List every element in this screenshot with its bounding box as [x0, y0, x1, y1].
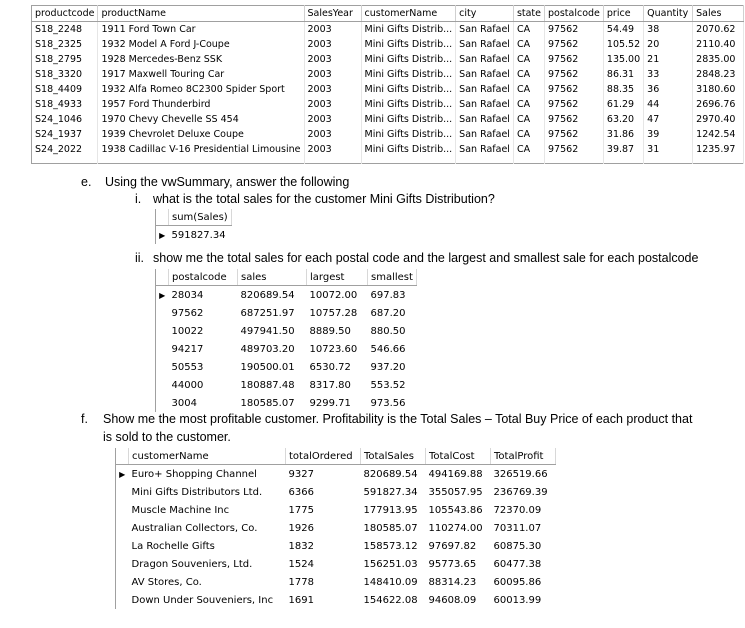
- table-cell[interactable]: 10072.00: [309, 289, 358, 301]
- table-cell[interactable]: Mini Gifts Distrib...: [361, 97, 456, 112]
- table-cell[interactable]: 94217: [171, 343, 204, 355]
- table-row[interactable]: [156, 286, 417, 305]
- table-cell[interactable]: S24_2022: [32, 142, 98, 157]
- current-row-arrow-icon[interactable]: ▶: [159, 290, 166, 300]
- table-cell[interactable]: 1957 Ford Thunderbird: [98, 97, 304, 112]
- table-cell[interactable]: S18_3320: [32, 67, 98, 82]
- table-cell[interactable]: 494169.88: [428, 468, 483, 480]
- col-header[interactable]: sum(Sales): [169, 209, 232, 226]
- col-header[interactable]: city: [456, 6, 514, 22]
- table-cell[interactable]: 44000: [171, 379, 204, 391]
- table-cell[interactable]: 190500.01: [240, 361, 295, 373]
- table-cell[interactable]: 1242.54: [693, 127, 744, 142]
- col-header[interactable]: productcode: [32, 6, 98, 22]
- table-cell[interactable]: 1911 Ford Town Car: [98, 22, 304, 38]
- table-cell[interactable]: 497941.50: [240, 325, 295, 337]
- table-cell[interactable]: 28034: [171, 289, 204, 301]
- table-cell[interactable]: 2970.40: [693, 112, 744, 127]
- table-cell: [545, 157, 604, 163]
- table-cell: [603, 157, 643, 163]
- table-cell[interactable]: 2110.40: [693, 37, 744, 52]
- col-header[interactable]: totalOrdered: [286, 448, 361, 465]
- table-cell[interactable]: 2070.62: [693, 22, 744, 38]
- table-row[interactable]: [116, 465, 556, 484]
- col-header[interactable]: largest: [307, 269, 368, 286]
- table-cell[interactable]: 973.56: [370, 397, 406, 409]
- col-header[interactable]: sales: [238, 269, 307, 286]
- table-cell[interactable]: 60875.30: [493, 540, 542, 552]
- table-cell[interactable]: San Rafael: [456, 142, 514, 157]
- table-cell[interactable]: 156251.03: [363, 558, 418, 570]
- table-cell[interactable]: Australian Collectors, Co.: [131, 522, 258, 534]
- table-cell[interactable]: CA: [513, 67, 544, 82]
- table-cell[interactable]: 60477.38: [493, 558, 542, 570]
- table-cell[interactable]: CA: [513, 52, 544, 67]
- question-text: show me the total sales for each postal code and the largest and smallest sale for each postalcode: [153, 251, 699, 265]
- table-cell[interactable]: 31.86: [603, 127, 643, 142]
- table-cell[interactable]: 8317.80: [309, 379, 351, 391]
- table-cell[interactable]: Mini Gifts Distrib...: [361, 37, 456, 52]
- current-row-arrow-icon[interactable]: ▶: [119, 469, 126, 479]
- table-cell[interactable]: San Rafael: [456, 52, 514, 67]
- table-cell[interactable]: 687251.97: [240, 307, 295, 319]
- list-marker: f.: [81, 412, 88, 426]
- table-cell[interactable]: 2003: [304, 82, 361, 97]
- table-row[interactable]: [116, 519, 556, 537]
- table-row[interactable]: [32, 142, 744, 157]
- table-cell[interactable]: CA: [513, 97, 544, 112]
- table-cell[interactable]: 2003: [304, 52, 361, 67]
- table-cell[interactable]: 2835.00: [693, 52, 744, 67]
- table-row[interactable]: [32, 67, 744, 82]
- row-selector[interactable]: [156, 358, 169, 376]
- table-cell[interactable]: 61.29: [603, 97, 643, 112]
- table-cell[interactable]: 105.52: [603, 37, 643, 52]
- table-row[interactable]: [116, 501, 556, 519]
- row-selector[interactable]: [156, 394, 169, 412]
- table-cell[interactable]: 36: [644, 82, 693, 97]
- table-cell[interactable]: 20: [644, 37, 693, 52]
- table-cell[interactable]: CA: [513, 142, 544, 157]
- table-cell[interactable]: Mini Gifts Distrib...: [361, 22, 456, 38]
- table-cell[interactable]: 97562: [545, 142, 604, 157]
- table-cell[interactable]: Mini Gifts Distrib...: [361, 112, 456, 127]
- list-marker: ii.: [135, 251, 145, 265]
- table-cell[interactable]: 8889.50: [309, 325, 351, 337]
- table-cell[interactable]: 591827.34: [363, 486, 418, 498]
- table-cell[interactable]: 6530.72: [309, 361, 351, 373]
- table-cell[interactable]: 937.20: [370, 361, 406, 373]
- row-selector[interactable]: [156, 304, 169, 322]
- postalcode-result-grid: [155, 269, 417, 412]
- table-cell[interactable]: 180585.07: [240, 397, 295, 409]
- row-selector-header: [116, 448, 129, 465]
- table-cell[interactable]: 54.49: [603, 22, 643, 38]
- table-cell[interactable]: 1938 Cadillac V-16 Presidential Limousine: [98, 142, 304, 157]
- table-cell[interactable]: 2003: [304, 127, 361, 142]
- table-cell: [361, 157, 456, 163]
- table-cell[interactable]: 2696.76: [693, 97, 744, 112]
- table-cell[interactable]: San Rafael: [456, 37, 514, 52]
- row-selector[interactable]: [116, 537, 129, 555]
- table-cell[interactable]: 10723.60: [309, 343, 358, 355]
- table-cell[interactable]: 148410.09: [363, 576, 418, 588]
- table-cell[interactable]: CA: [513, 22, 544, 38]
- table-cell[interactable]: 47: [644, 112, 693, 127]
- table-cell[interactable]: S18_4409: [32, 82, 98, 97]
- col-header[interactable]: postalcode: [545, 6, 604, 22]
- table-cell[interactable]: 1932 Alfa Romeo 8C2300 Spider Sport: [98, 82, 304, 97]
- table-cell[interactable]: 180585.07: [363, 522, 418, 534]
- table-cell[interactable]: 97562: [545, 97, 604, 112]
- table-cell[interactable]: San Rafael: [456, 112, 514, 127]
- table-cell[interactable]: 88314.23: [428, 576, 477, 588]
- table-cell[interactable]: 1939 Chevrolet Deluxe Coupe: [98, 127, 304, 142]
- question-e-i: [135, 192, 495, 206]
- table-row[interactable]: [32, 82, 744, 97]
- table-row[interactable]: [32, 22, 744, 38]
- table-cell[interactable]: 63.20: [603, 112, 643, 127]
- table-cell[interactable]: 177913.95: [363, 504, 418, 516]
- table-cell[interactable]: 33: [644, 67, 693, 82]
- col-header[interactable]: SalesYear: [304, 6, 361, 22]
- table-cell[interactable]: 9299.71: [309, 397, 351, 409]
- table-cell[interactable]: 2003: [304, 67, 361, 82]
- products-header-row: [32, 6, 744, 22]
- profit-result-grid: [115, 448, 556, 609]
- table-row[interactable]: [32, 127, 744, 142]
- table-row[interactable]: [156, 304, 417, 322]
- products-result-grid: [31, 5, 744, 164]
- table-cell[interactable]: 97562: [545, 127, 604, 142]
- table-cell[interactable]: S18_2325: [32, 37, 98, 52]
- table-cell[interactable]: 60013.99: [493, 594, 542, 606]
- table-row-partial: [32, 157, 744, 163]
- table-cell[interactable]: 38: [644, 22, 693, 38]
- table-cell[interactable]: 95773.65: [428, 558, 477, 570]
- table-cell[interactable]: Euro+ Shopping Channel: [131, 468, 257, 480]
- table-cell[interactable]: 1778: [288, 576, 314, 588]
- table-cell[interactable]: 39.87: [603, 142, 643, 157]
- table-cell[interactable]: 553.52: [370, 379, 406, 391]
- table-cell[interactable]: La Rochelle Gifts: [131, 540, 215, 552]
- col-header[interactable]: postalcode: [169, 269, 238, 286]
- col-header[interactable]: state: [513, 6, 544, 22]
- col-header[interactable]: productName: [98, 6, 304, 22]
- table-cell[interactable]: 236769.39: [493, 486, 548, 498]
- col-header[interactable]: price: [603, 6, 643, 22]
- table-cell[interactable]: 1970 Chevy Chevelle SS 454: [98, 112, 304, 127]
- col-header[interactable]: TotalProfit: [491, 448, 556, 465]
- table-cell[interactable]: 1235.97: [693, 142, 744, 157]
- col-header[interactable]: Sales: [693, 6, 744, 22]
- question-f-continued: [103, 430, 231, 444]
- header-row: [156, 209, 232, 226]
- table-cell: [304, 157, 361, 163]
- table-cell[interactable]: 10022: [171, 325, 204, 337]
- table-cell: [644, 157, 693, 163]
- table-cell[interactable]: 154622.08: [363, 594, 418, 606]
- table-cell[interactable]: 97562: [545, 67, 604, 82]
- table-cell[interactable]: 1917 Maxwell Touring Car: [98, 67, 304, 82]
- row-selector[interactable]: [116, 483, 129, 501]
- table-cell[interactable]: 820689.54: [240, 289, 295, 301]
- table-cell[interactable]: 1775: [288, 504, 314, 516]
- table-cell[interactable]: 72370.09: [493, 504, 542, 516]
- table-cell[interactable]: CA: [513, 37, 544, 52]
- col-header[interactable]: TotalCost: [426, 448, 491, 465]
- row-selector[interactable]: [116, 555, 129, 573]
- table-cell[interactable]: 1691: [288, 594, 314, 606]
- col-header[interactable]: smallest: [368, 269, 417, 286]
- table-cell[interactable]: Dragon Souveniers, Ltd.: [131, 558, 253, 570]
- table-cell[interactable]: 687.20: [370, 307, 406, 319]
- table-cell[interactable]: 2003: [304, 112, 361, 127]
- table-cell[interactable]: 591827.34: [171, 229, 226, 241]
- table-cell[interactable]: 105543.86: [428, 504, 483, 516]
- table-cell[interactable]: 39: [644, 127, 693, 142]
- table-cell[interactable]: 6366: [288, 486, 314, 498]
- table-row[interactable]: [156, 376, 417, 394]
- table-cell[interactable]: Mini Gifts Distrib...: [361, 142, 456, 157]
- row-selector[interactable]: [156, 340, 169, 358]
- table-cell[interactable]: San Rafael: [456, 82, 514, 97]
- table-row[interactable]: [116, 573, 556, 591]
- row-selector[interactable]: [116, 591, 129, 609]
- table-row[interactable]: [116, 555, 556, 573]
- table-cell[interactable]: 94608.09: [428, 594, 477, 606]
- table-cell[interactable]: 355057.95: [428, 486, 483, 498]
- table-cell[interactable]: 70311.07: [493, 522, 542, 534]
- table-cell[interactable]: 44: [644, 97, 693, 112]
- table-cell[interactable]: Mini Gifts Distrib...: [361, 67, 456, 82]
- table-cell[interactable]: 697.83: [370, 289, 406, 301]
- table-cell[interactable]: 88.35: [603, 82, 643, 97]
- table-cell[interactable]: 880.50: [370, 325, 406, 337]
- table-cell[interactable]: 110274.00: [428, 522, 483, 534]
- table-cell: [513, 157, 544, 163]
- table-cell[interactable]: AV Stores, Co.: [131, 576, 202, 588]
- table-cell[interactable]: S24_1046: [32, 112, 98, 127]
- table-cell[interactable]: 2848.23: [693, 67, 744, 82]
- table-row[interactable]: [116, 537, 556, 555]
- question-text: Show me the most profitable customer. Profitability is the Total Sales – Total Buy Price of each product that: [103, 412, 693, 426]
- question-e-ii: [135, 251, 698, 265]
- table-cell[interactable]: 180887.48: [240, 379, 295, 391]
- table-cell[interactable]: S18_4933: [32, 97, 98, 112]
- current-row-arrow-icon[interactable]: ▶: [159, 230, 166, 240]
- table-row[interactable]: [156, 322, 417, 340]
- table-cell[interactable]: 1932 Model A Ford J-Coupe: [98, 37, 304, 52]
- table-cell[interactable]: San Rafael: [456, 97, 514, 112]
- table-cell[interactable]: S24_1937: [32, 127, 98, 142]
- table-cell[interactable]: 326519.66: [493, 468, 548, 480]
- table-cell: [98, 157, 304, 163]
- table-cell[interactable]: 2003: [304, 97, 361, 112]
- table-cell[interactable]: Mini Gifts Distrib...: [361, 127, 456, 142]
- row-selector[interactable]: [156, 322, 169, 340]
- table-cell[interactable]: San Rafael: [456, 22, 514, 38]
- row-selector[interactable]: [156, 376, 169, 394]
- table-cell[interactable]: S18_2795: [32, 52, 98, 67]
- table-row[interactable]: [116, 483, 556, 501]
- table-cell[interactable]: 97562: [545, 37, 604, 52]
- row-selector-header: [156, 269, 169, 286]
- table-cell[interactable]: 31: [644, 142, 693, 157]
- table-cell[interactable]: 1832: [288, 540, 314, 552]
- table-cell[interactable]: CA: [513, 112, 544, 127]
- table-cell: [456, 157, 514, 163]
- table-row[interactable]: [116, 591, 556, 609]
- table-row[interactable]: [156, 226, 232, 245]
- table-cell[interactable]: 97562: [545, 82, 604, 97]
- table-cell[interactable]: 50553: [171, 361, 204, 373]
- table-cell[interactable]: San Rafael: [456, 127, 514, 142]
- table-cell[interactable]: 10757.28: [309, 307, 358, 319]
- table-cell[interactable]: S18_2248: [32, 22, 98, 38]
- question-e: [81, 175, 349, 189]
- col-header[interactable]: Quantity: [644, 6, 693, 22]
- table-cell[interactable]: San Rafael: [456, 67, 514, 82]
- table-cell[interactable]: 135.00: [603, 52, 643, 67]
- table-cell[interactable]: 1928 Mercedes-Benz SSK: [98, 52, 304, 67]
- table-row[interactable]: [32, 97, 744, 112]
- header-row: [156, 269, 417, 286]
- table-cell[interactable]: 2003: [304, 142, 361, 157]
- table-cell[interactable]: 546.66: [370, 343, 406, 355]
- table-cell[interactable]: 3004: [171, 397, 197, 409]
- col-header[interactable]: customerName: [361, 6, 456, 22]
- table-row[interactable]: [156, 394, 417, 412]
- table-row[interactable]: [32, 37, 744, 52]
- row-selector[interactable]: [116, 519, 129, 537]
- table-cell[interactable]: CA: [513, 127, 544, 142]
- question-text: Using the vwSummary, answer the following: [105, 175, 350, 189]
- sum-sales-result-grid: [155, 209, 232, 244]
- table-cell[interactable]: Muscle Machine Inc: [131, 504, 230, 516]
- table-cell[interactable]: 1926: [288, 522, 314, 534]
- question-text: is sold to the customer.: [103, 430, 231, 444]
- table-cell[interactable]: 97562: [171, 307, 204, 319]
- table-cell[interactable]: 2003: [304, 22, 361, 38]
- table-cell[interactable]: Mini Gifts Distrib...: [361, 82, 456, 97]
- row-selector-header: [156, 209, 169, 226]
- table-cell[interactable]: 1524: [288, 558, 314, 570]
- list-marker: i.: [135, 192, 142, 206]
- table-cell[interactable]: 60095.86: [493, 576, 542, 588]
- table-cell[interactable]: 2003: [304, 37, 361, 52]
- header-row: [116, 448, 556, 465]
- table-cell[interactable]: Mini Gifts Distributors Ltd.: [131, 486, 263, 498]
- table-cell[interactable]: 97562: [545, 22, 604, 38]
- table-cell[interactable]: 3180.60: [693, 82, 744, 97]
- table-cell[interactable]: 9327: [288, 468, 314, 480]
- table-cell[interactable]: Mini Gifts Distrib...: [361, 52, 456, 67]
- row-selector[interactable]: [116, 501, 129, 519]
- table-cell[interactable]: Down Under Souveniers, Inc: [131, 594, 274, 606]
- table-row[interactable]: [156, 340, 417, 358]
- table-cell[interactable]: 97697.82: [428, 540, 477, 552]
- table-cell[interactable]: CA: [513, 82, 544, 97]
- table-cell[interactable]: 97562: [545, 52, 604, 67]
- row-selector[interactable]: [116, 573, 129, 591]
- table-row[interactable]: [32, 112, 744, 127]
- col-header[interactable]: TotalSales: [361, 448, 426, 465]
- table-row[interactable]: [156, 358, 417, 376]
- table-row[interactable]: [32, 52, 744, 67]
- table-cell[interactable]: 820689.54: [363, 468, 418, 480]
- question-text: what is the total sales for the customer Mini Gifts Distribution?: [153, 192, 495, 206]
- table-cell[interactable]: 97562: [545, 112, 604, 127]
- table-cell[interactable]: 489703.20: [240, 343, 295, 355]
- table-cell: [32, 157, 98, 163]
- table-cell[interactable]: 21: [644, 52, 693, 67]
- question-f: [81, 412, 692, 426]
- table-cell: [693, 157, 744, 163]
- col-header[interactable]: customerName: [129, 448, 286, 465]
- table-cell[interactable]: 158573.12: [363, 540, 418, 552]
- table-cell[interactable]: 86.31: [603, 67, 643, 82]
- list-marker: e.: [81, 175, 92, 189]
